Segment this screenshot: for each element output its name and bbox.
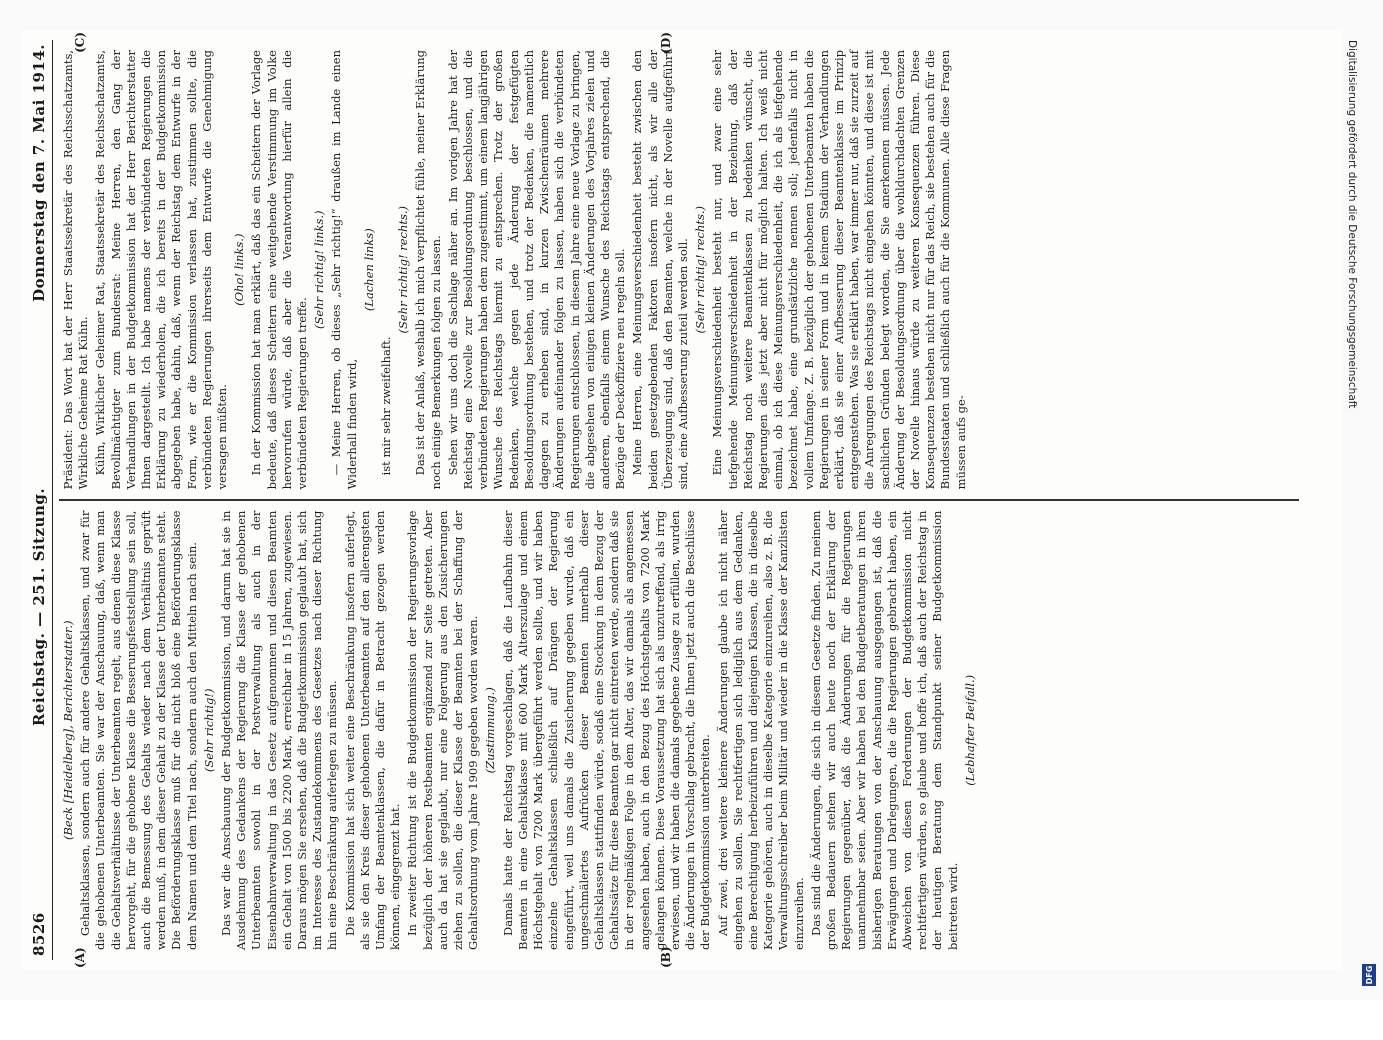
paragraph: Kühn, Wirklicher Geheimer Rat, Staatssekretär des Reichsschatzamts, Bevollmächtigter zum Bundesrat: Meine Herren, den Gang der Verhandlungen in der Budgetkommission hat der Herr Berichterstatter Ihnen dargestellt. Ich habe namens der verbündeten Regierungen die Erklärung zu wiederholen, die ich bereits in der Budgetkommission abgegeben habe, dahin, daß, wenn der Reichstag dem Entwurfe in der Form, wie er die Kommission verlassen hat, zustimmen sollte, die verbündeten Regierungen ihrerseits dem Entwurfe die Genehmigung versagen müßten. <box>93 50 230 490</box>
paragraph: ist mir sehr zweifelhaft. <box>379 336 394 476</box>
paragraph: Eine Meinungsverschiedenheit besteht nur, und zwar eine sehr tiefgehende Meinungsverschiedenheit in der Beziehung, daß der Reichstag noch weitere Beamtenklassen zu bedenken wünscht, die Regierungen dies jetzt aber nicht für möglich halten. Ich weiß nicht einmal, ob ich diese Meinungsverschiedenheit, die ich als tiefgehende bezeichnet habe, eine grundsätzliche nennen soll; jedenfalls nicht in vollem Umfange. Z. B. bezüglich der gehobenen Unterbeamten haben die Regierungen in seiner Form und in keinem Stadium der Verhandlungen erklärt, daß sie einer Aufbesserung dieser Beamtenklasse im Prinzip entgegenstehen. Was sie erklärt haben, war immer nur, daß sie zurzeit auf die Anregungen des Reichstags nicht eingehen könnten, und diese ist mit sachlichen Gründen belegt worden, die Sie anerkennen müssen. Jede Änderung der Besoldungsordnung über die wohldurchdachten Grenzen der Novelle hinaus würde zu weiteren Konsequenzen führen. Diese Konsequenzen bestehen nicht nur für das Reich, sie bestehen auch für die Bundesstaaten und schließlich auch für die Kommunen. Alle diese Fragen müssen aufs ge- <box>710 50 968 490</box>
paragraph: Meine Herren, eine Meinungsverschiedenheit besteht zwischen den beiden gesetzgebenden Faktoren insofern nicht, als wir alle der Überzeugung sind, daß den Beamten, welche in der Novelle aufgeführt sind, eine Aufbesserung zuteil werden soll. <box>630 50 690 490</box>
paragraph: Die Kommission hat sich weiter eine Beschränkung insofern auferlegt, als sie den Kreis dieser gehobenen Unterbeamten auf den allerengsten Umfang der Beamtenklassen, die dafür in Betracht gezogen werden können, eingegrenzt hat. <box>342 510 403 950</box>
paragraph: (Sehr richtig!) <box>201 688 216 773</box>
paragraph: In zweiter Richtung ist die Budgetkommission der Regierungsvorlage bezüglich der höheren Postbeamten ergänzend zur Seite getreten. Aber auch da hat sie geglaubt, nur eine Folgerung aus den Zusicherungen ziehen zu sollen, die dieser Klasse der Beamten bei der Schaffung der Gehaltsordnung vom Jahre 1909 gegeben worden waren. <box>405 510 481 950</box>
text-columns <box>59 32 1299 968</box>
paragraph: Damals hatte der Reichstag vorgeschlagen, daß die Laufbahn dieser Beamten in eine Gehaltsklasse mit 600 Mark Alterszulage und einem Höchstgehalt von 7200 Mark übergeführt werden sollte, und wir haben einzelne Gehaltsklassen schließlich auf Drängen der Regierung eingeführt, weil uns damals die Zusicherung gegeben wurde, daß ein ungeschmälertes Aufrücken dieser Beamten innerhalb dieser Gehaltsklassen stattfinden würde, sodaß eine Stockung in dem Bezug der Gehaltssätze für diese Beamten gar nicht eintreten werde, sondern daß sie in der regelmäßigen Folge in dem Alter, das wir damals als angemessen angesehen haben, auch in den Bezug des Höchstgehalts von 7200 Mark gelangen können. Diese Voraussetzung hat sich als unzutreffend, als irrig erwiesen, und wir haben die damals gegebene Zusage zu erfüllen, wurden die Änderungen in Vorschlag gebracht, die Ihnen jetzt auch die Beschlüsse der Budgetkommission unterbreiten. <box>500 510 713 950</box>
margin-mark-d: (D) <box>659 32 673 54</box>
paragraph: (Zustimmung.) <box>483 687 498 774</box>
margin-mark-a: (A) <box>73 947 87 968</box>
page-title: Reichstag. — 251. Sitzung. <box>30 487 48 727</box>
side-note: Digitalisierung gefördert durch die Deutsche Forschungsgemeinschaft <box>1346 40 1358 409</box>
paragraph: (Oho! links.) <box>232 233 247 306</box>
paragraph: Präsident: Das Wort hat der Herr Staatssekretär des Reichsschatzamts, Wirkliche Geheime Rat Kühn. <box>61 50 91 490</box>
paragraph: Das sind die Änderungen, die sich in diesem Gesetze finden. Zu meinem großen Bedauern stehen wir auch heute noch der Erklärung der Regierungen gegenüber, daß die Änderungen für die Regierungen unannehmbar seien. Aber wir haben bei den Budgetberatungen in ihren bisherigen Beratungen von der Anschauung ausgegangen ist, daß die Erwägungen und Darlegungen, die die Regierungen gebracht haben, ein Abweichen von diesen Forderungen der Budgetkommission nicht rechtfertigen würden, so glaube und hoffe ich, daß auch der Reichstag in der heutigen Beratung dem Standpunkt seiner Budgetkommission beitreten wird. <box>808 510 960 950</box>
page-date: Donnerstag den 7. Mai 1914. <box>30 44 48 302</box>
paragraph: (Beck [Heidelberg], Berichterstatter.) <box>61 620 75 841</box>
paragraph: (Sehr richtig! rechts.) <box>396 205 411 334</box>
rotated-page <box>22 30 1342 970</box>
paragraph: Das war die Anschauung der Budgetkommission, und darum hat sie in Ausdehnung des Gedankens der Regierung die Klasse der gehobenen Unterbeamten sowohl in der Postverwaltung als auch in der Eisenbahnverwaltung in das Gesetz aufgenommen und diesen Beamten ein Gehalt von 1500 bis 2200 Mark, erreichbar in 15 Jahren, zugewiesen. Daraus mögen Sie ersehen, daß die Budgetkommission geglaubt hat, sich im Interesse des Zustandekommens des Gesetzes nach dieser Richtung hin eine Beschränkung auferlegen zu müssen. <box>219 510 340 950</box>
paragraph: (Sehr richtig! rechts.) <box>693 205 708 334</box>
paragraph: (Sehr richtig! links.) <box>312 210 327 329</box>
right-column <box>59 40 1299 499</box>
margin-mark-b: (B) <box>659 946 673 968</box>
margin-mark-c: (C) <box>73 32 87 53</box>
left-column <box>59 501 1299 960</box>
paragraph: — Meine Herren, ob dieses „Sehr richtig!“ draußen im Lande einen Widerhall finden wird, <box>329 50 359 490</box>
dfg-logo: DFG <box>1362 964 1376 986</box>
paragraph: (Lachen links) <box>361 228 376 312</box>
page-header <box>28 40 53 960</box>
paragraph: (Lebhafter Beifall.) <box>962 674 977 786</box>
paragraph: In der Kommission hat man erklärt, daß das ein Scheitern der Vorlage bedeute, daß dieses Scheitern eine weitgehende Verstimmung im Volke hervorrufen würde, daß aber die Verantwortung hierfür allein die verbündeten Regierungen treffe. <box>249 50 310 490</box>
paragraph: Auf zwei, drei weitere kleinere Änderungen glaube ich nicht näher eingehen zu sollen. Sie rechtfertigen sich lediglich aus dem Gedanken, eine Berechtigung herbeizuführen und diejenigen Klassen, die in dieselbe Kategorie gehören, auch in dieselbe Kategorie einzureihen, also z. B. die Verwaltungsschreiber beim Militär und wieder in die Klasse der Kanzlisten einzureihen. <box>715 510 806 950</box>
paragraph: Das ist der Anlaß, weshalb ich mich verpflichtet fühle, meiner Erklärung noch einige Bemerkungen folgen zu lassen. <box>413 50 443 490</box>
page-number: 8526 <box>30 912 48 956</box>
column-divider <box>59 499 1299 500</box>
paragraph: Sehen wir uns doch die Sachlage näher an. Im vorigen Jahre hat der Reichstag eine Novelle zur Besoldungsordnung beschlossen, und die verbündeten Regierungen haben dem zugestimmt, um einem langjährigen Wunsche des Reichstags hiermit zu entsprechen. Trotz der großen Bedenken, welche gegen jede Änderung der festgefügten Besoldungsordnung bestehen, und trotz der Bedenken, die namentlich dagegen zu erheben sind, in kurzen Zwischenräumen mehrere Änderungen aufeinander folgen zu lassen, haben sich die verbündeten Regierungen entschlossen, in diesem Jahre eine neue Vorlage zu bringen, die abgesehen von einigen kleinen Änderungen des Vorjahres zielen und anderem, ebenfalls einem Wunsche des Reichstags entsprechend, die Bezüge der Deckoffiziere neu regeln soll. <box>445 50 628 490</box>
paragraph: Gehaltsklassen, sondern auch für andere Gehaltsklassen, und zwar für die gehobenen Unterbeamten. Sie war der Anschauung, daß, wenn man die Gehaltsverhältnisse der Unterbeamten regelt, aus denen diese Klasse hervorgeht, für die gehobene Klasse die Besserungsfeststellung sein soll, auch die Bemessung des Gehalts wieder nach dem Verhältnis geprüft werden muß, in dem dieser Gehalt zu der Klasse der Unterbeamten steht. Die Beförderungsklasse muß für die nicht bloß eine Beförderungsklasse dem Namen und dem Titel nach, sondern auch den Mitteln nach sein. <box>78 510 199 950</box>
